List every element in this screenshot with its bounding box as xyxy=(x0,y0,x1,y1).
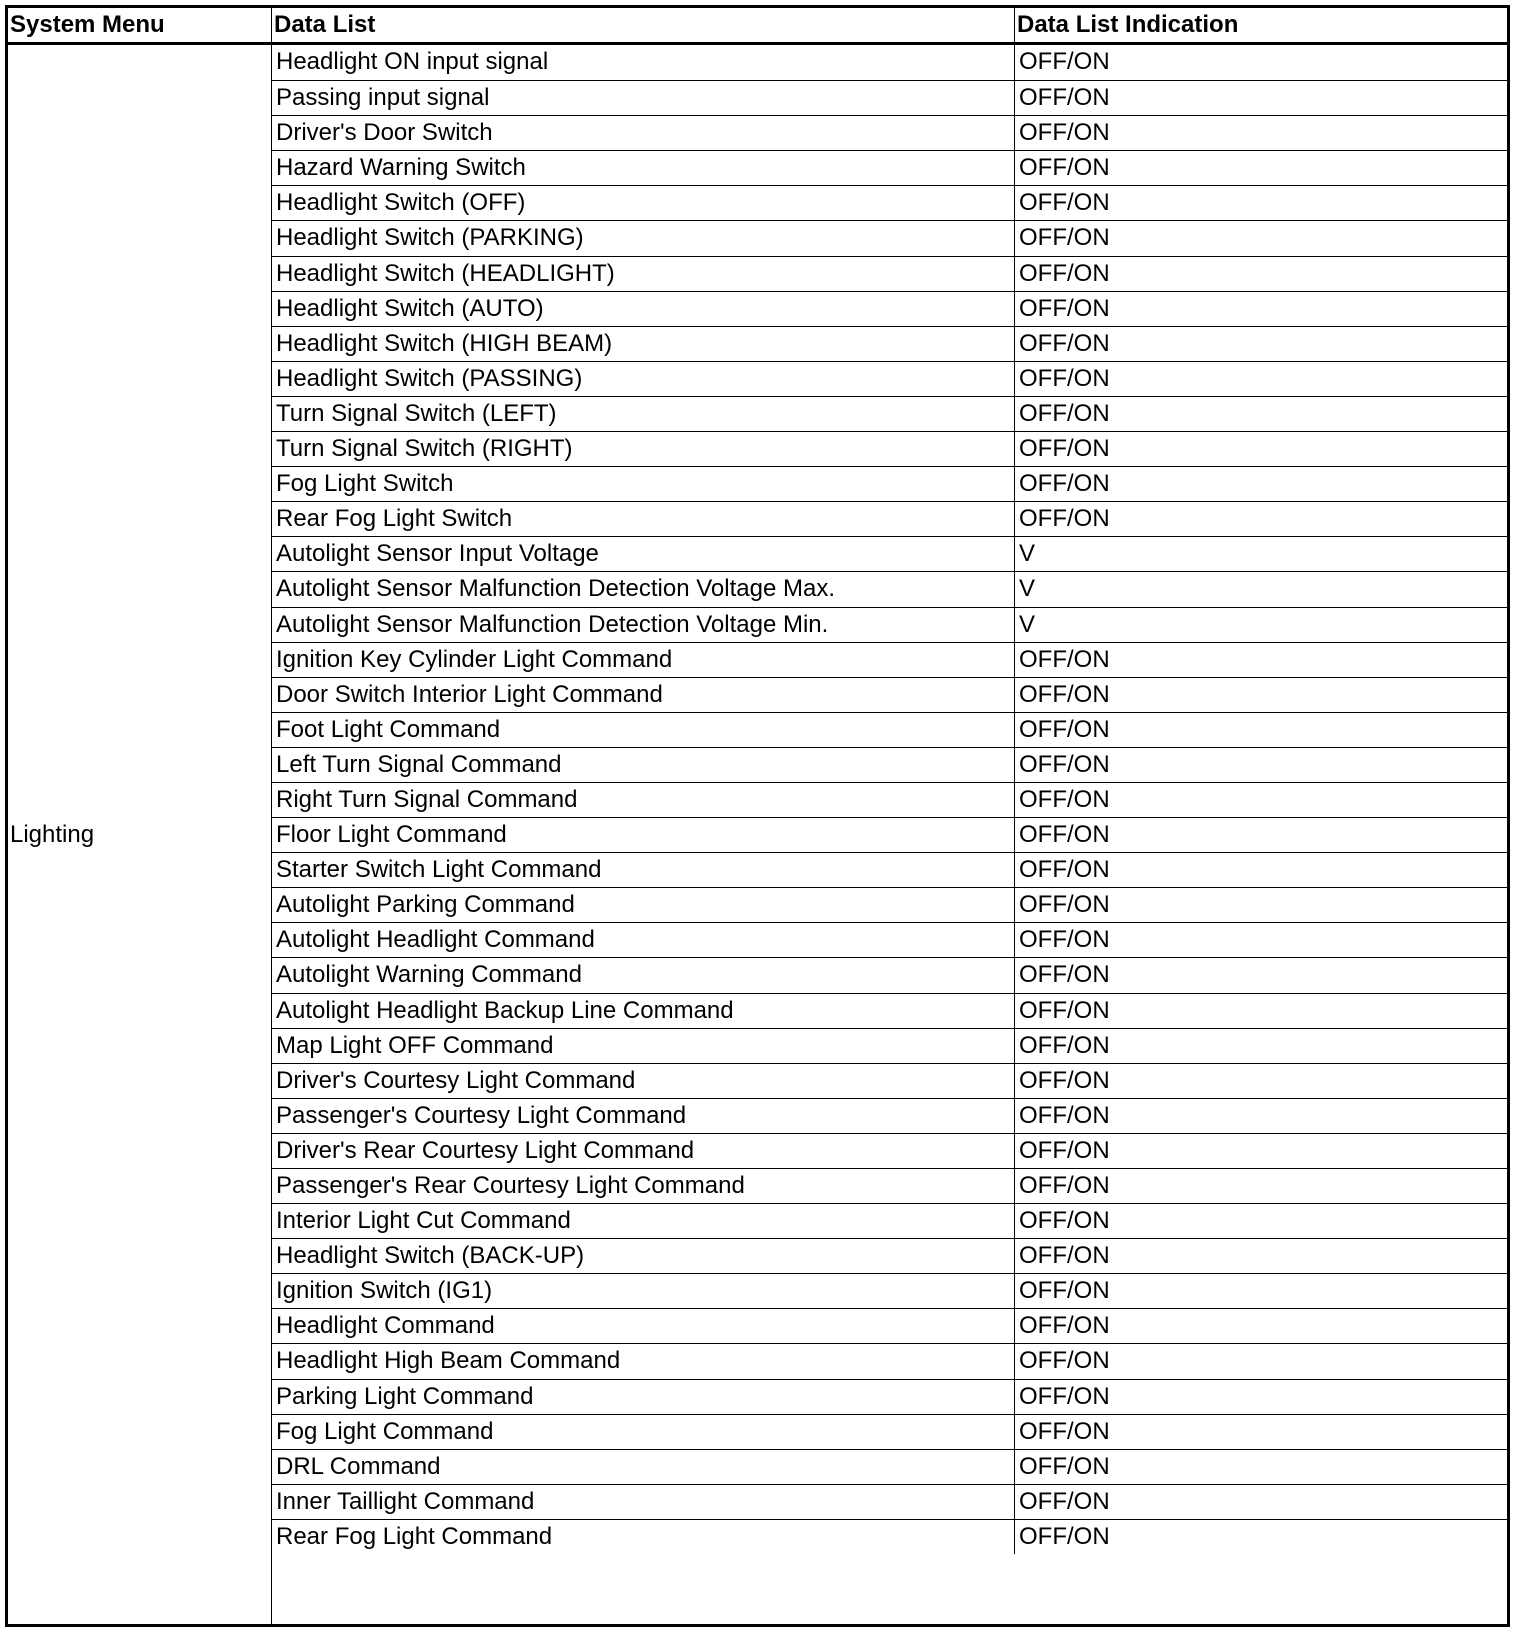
data-list-indication: OFF/ON xyxy=(1019,154,1110,182)
table-row xyxy=(272,45,1507,80)
data-list-indication: OFF/ON xyxy=(1019,1242,1110,1270)
data-list-indication: OFF/ON xyxy=(1019,1452,1110,1480)
data-list-indication: OFF/ON xyxy=(1019,1207,1110,1235)
data-list-indication: OFF/ON xyxy=(1019,329,1110,357)
data-list-indication: OFF/ON xyxy=(1019,645,1110,673)
data-list-item: Rear Fog Light Command xyxy=(272,1520,1015,1554)
table-row xyxy=(272,431,1507,466)
data-list-item: Ignition Key Cylinder Light Command xyxy=(272,643,1015,677)
data-list-item: Headlight Switch (HEADLIGHT) xyxy=(272,257,1015,291)
data-list-indication: OFF/ON xyxy=(1019,364,1110,392)
data-list-item: Door Switch Interior Light Command xyxy=(272,678,1015,712)
data-list-item: Headlight Switch (HIGH BEAM) xyxy=(272,327,1015,361)
data-list-item: Headlight High Beam Command xyxy=(272,1344,1015,1378)
header-system-menu: System Menu xyxy=(8,8,272,42)
table-header-row xyxy=(8,8,1507,45)
table-row xyxy=(272,80,1507,115)
data-list-indication: OFF/ON xyxy=(1019,821,1110,849)
table-row xyxy=(272,536,1507,571)
data-list-item: Passenger's Courtesy Light Command xyxy=(272,1099,1015,1133)
data-list-item: Autolight Headlight Command xyxy=(272,923,1015,957)
data-list-item: Rear Fog Light Switch xyxy=(272,502,1015,536)
table-row xyxy=(272,1133,1507,1168)
data-list-item: Interior Light Cut Command xyxy=(272,1204,1015,1238)
data-list-indication: OFF/ON xyxy=(1019,1522,1110,1550)
data-list-item: Passenger's Rear Courtesy Light Command xyxy=(272,1169,1015,1203)
data-list-item: Passing input signal xyxy=(272,81,1015,115)
data-list-indication: OFF/ON xyxy=(1019,1417,1110,1445)
data-list-table xyxy=(5,5,1510,1627)
data-list-indication: V xyxy=(1019,610,1036,638)
table-row xyxy=(272,466,1507,501)
data-list-indication: OFF/ON xyxy=(1019,119,1110,147)
data-list-indication: OFF/ON xyxy=(1019,750,1110,778)
data-list-item: Map Light OFF Command xyxy=(272,1029,1015,1063)
data-list-indication: OFF/ON xyxy=(1019,1031,1110,1059)
data-list-item: Fog Light Switch xyxy=(272,467,1015,501)
table-row xyxy=(272,501,1507,536)
data-list-indication: OFF/ON xyxy=(1019,1172,1110,1199)
data-list-indication: OFF/ON xyxy=(1019,926,1110,954)
table-row xyxy=(272,361,1507,396)
data-list-indication: V xyxy=(1019,540,1036,568)
table-row xyxy=(272,150,1507,185)
data-list-indication: OFF/ON xyxy=(1019,1487,1110,1515)
data-list-indication: OFF/ON xyxy=(1019,84,1110,112)
data-list-indication: OFF/ON xyxy=(1019,1101,1110,1129)
table-row xyxy=(272,852,1507,887)
table-row xyxy=(272,677,1507,712)
data-list-item: Headlight Switch (PASSING) xyxy=(272,362,1015,396)
table-row xyxy=(272,1449,1507,1484)
table-row xyxy=(272,256,1507,291)
table-row xyxy=(272,1273,1507,1308)
table-row xyxy=(272,185,1507,220)
table-row xyxy=(272,817,1507,852)
data-list-item: Autolight Warning Command xyxy=(272,958,1015,992)
data-list-indication: OFF/ON xyxy=(1019,715,1110,743)
data-list-indication: OFF/ON xyxy=(1019,1382,1110,1410)
data-list-indication: OFF/ON xyxy=(1019,505,1110,533)
table-row xyxy=(272,115,1507,150)
data-list-item: Ignition Switch (IG1) xyxy=(272,1274,1015,1308)
data-list-item: Parking Light Command xyxy=(272,1380,1015,1414)
system-menu-cell: Lighting xyxy=(8,45,272,1624)
data-list-item: Headlight Switch (AUTO) xyxy=(272,292,1015,326)
data-list-indication: OFF/ON xyxy=(1019,785,1110,813)
data-list-indication: OFF/ON xyxy=(1019,1066,1110,1094)
table-row xyxy=(272,1028,1507,1063)
data-list-indication: OFF/ON xyxy=(1019,856,1110,884)
data-list-item: Foot Light Command xyxy=(272,713,1015,747)
table-row xyxy=(272,1168,1507,1203)
data-list-item: Fog Light Command xyxy=(272,1415,1015,1449)
data-list-item: Inner Taillight Command xyxy=(272,1485,1015,1519)
data-list-item: Autolight Sensor Input Voltage xyxy=(272,537,1015,571)
table-row xyxy=(272,747,1507,782)
table-row xyxy=(272,220,1507,255)
data-list-item: Driver's Rear Courtesy Light Command xyxy=(272,1134,1015,1168)
data-list-item: Starter Switch Light Command xyxy=(272,853,1015,887)
table-row xyxy=(272,396,1507,431)
header-data-list: Data List xyxy=(272,8,1015,42)
data-list-item: Driver's Courtesy Light Command xyxy=(272,1064,1015,1098)
data-list-indication: OFF/ON xyxy=(1019,189,1110,217)
table-row xyxy=(272,1063,1507,1098)
data-list-item: Headlight Switch (OFF) xyxy=(272,186,1015,220)
data-list-indication: OFF/ON xyxy=(1019,961,1110,989)
table-row xyxy=(272,993,1507,1028)
data-list-indication: OFF/ON xyxy=(1019,1136,1110,1164)
data-list-item: Headlight Command xyxy=(272,1309,1015,1343)
data-list-item: Left Turn Signal Command xyxy=(272,748,1015,782)
data-list-indication: OFF/ON xyxy=(1019,891,1110,919)
data-list-indication: OFF/ON xyxy=(1019,435,1110,463)
data-list-item: Autolight Headlight Backup Line Command xyxy=(272,994,1015,1028)
table-row xyxy=(272,1379,1507,1414)
table-row xyxy=(272,1519,1507,1554)
table-row xyxy=(272,571,1507,606)
table-row xyxy=(272,642,1507,677)
data-list-indication: OFF/ON xyxy=(1019,1277,1110,1305)
data-list-item: Autolight Sensor Malfunction Detection Voltage Max. xyxy=(272,572,1015,606)
table-row xyxy=(272,957,1507,992)
table-row xyxy=(272,326,1507,361)
table-row xyxy=(272,607,1507,642)
data-list-indication: OFF/ON xyxy=(1019,48,1110,75)
data-list-item: Floor Light Command xyxy=(272,818,1015,852)
data-list-item: Autolight Sensor Malfunction Detection Voltage Min. xyxy=(272,608,1015,642)
table-row xyxy=(272,1098,1507,1133)
data-list-indication: OFF/ON xyxy=(1019,399,1110,427)
data-list-indication: OFF/ON xyxy=(1019,1312,1110,1340)
data-list-indication: OFF/ON xyxy=(1019,1347,1110,1375)
table-row xyxy=(272,1238,1507,1273)
data-list-item: DRL Command xyxy=(272,1450,1015,1484)
table-row xyxy=(272,1203,1507,1238)
data-list-indication: OFF/ON xyxy=(1019,470,1110,498)
data-list-item: Autolight Parking Command xyxy=(272,888,1015,922)
data-list-item: Headlight Switch (PARKING) xyxy=(272,221,1015,255)
table-row xyxy=(272,1308,1507,1343)
table-row xyxy=(272,922,1507,957)
table-row xyxy=(272,712,1507,747)
data-list-item: Hazard Warning Switch xyxy=(272,151,1015,185)
data-list-item: Turn Signal Switch (RIGHT) xyxy=(272,432,1015,466)
data-list-indication: OFF/ON xyxy=(1019,294,1110,322)
table-row xyxy=(272,1484,1507,1519)
data-list-item: Headlight ON input signal xyxy=(272,45,1015,80)
data-list-item: Driver's Door Switch xyxy=(272,116,1015,150)
data-list-indication: OFF/ON xyxy=(1019,996,1110,1024)
data-list-indication: OFF/ON xyxy=(1019,259,1110,287)
table-row xyxy=(272,782,1507,817)
table-row xyxy=(272,1343,1507,1378)
table-row xyxy=(272,1414,1507,1449)
data-list-indication: V xyxy=(1019,575,1036,603)
data-list-indication: OFF/ON xyxy=(1019,224,1110,252)
data-list-item: Right Turn Signal Command xyxy=(272,783,1015,817)
data-list-indication: OFF/ON xyxy=(1019,680,1110,708)
data-list-item: Headlight Switch (BACK-UP) xyxy=(272,1239,1015,1273)
table-body xyxy=(272,45,1507,1554)
table-row xyxy=(272,887,1507,922)
header-indication: Data List Indication xyxy=(1017,11,1239,38)
data-list-item: Turn Signal Switch (LEFT) xyxy=(272,397,1015,431)
table-row xyxy=(272,291,1507,326)
